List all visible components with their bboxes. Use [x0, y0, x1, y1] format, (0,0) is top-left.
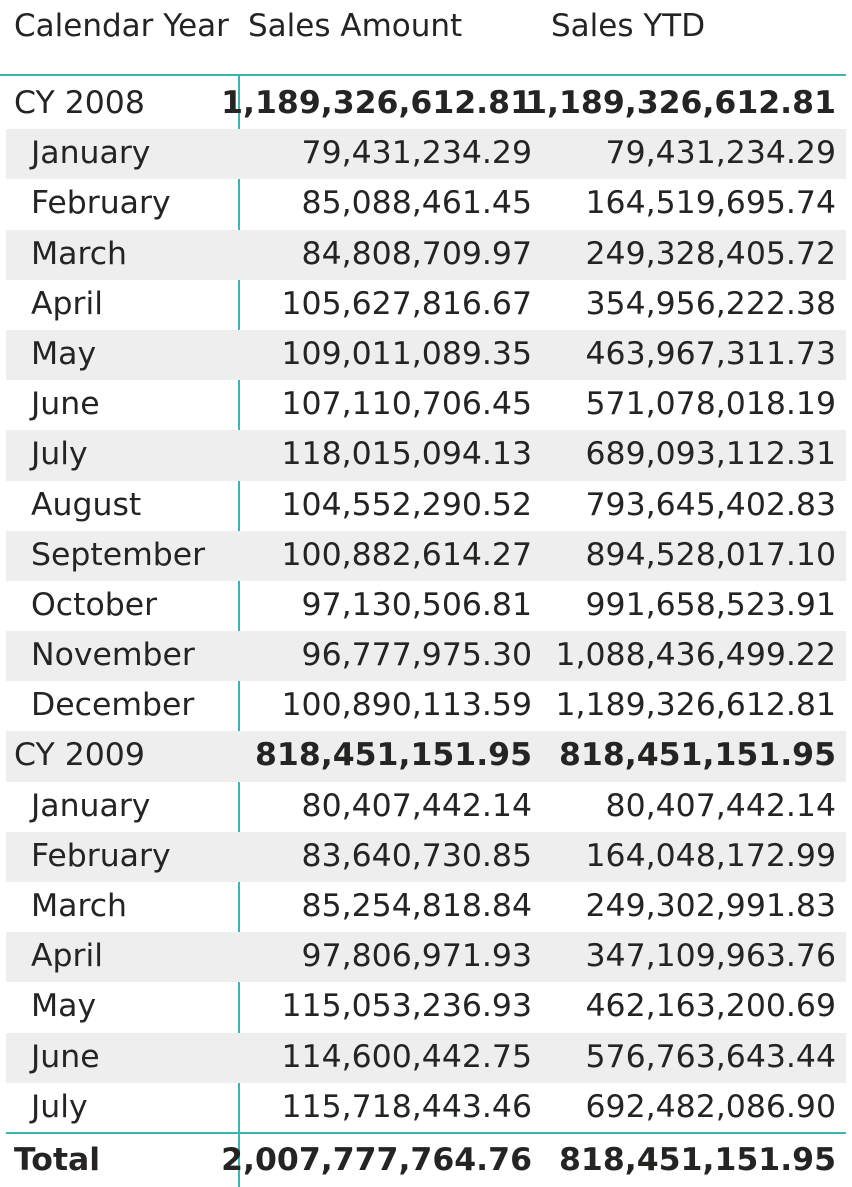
month-row[interactable]	[6, 782, 846, 832]
column-header-sales-ytd[interactable]: Sales YTD	[551, 8, 706, 44]
month-row[interactable]	[6, 882, 846, 932]
month-row[interactable]	[6, 982, 846, 1032]
total-separator	[6, 1132, 846, 1134]
total-row	[6, 1136, 846, 1186]
year-row[interactable]	[6, 79, 846, 129]
month-row[interactable]	[6, 531, 846, 581]
sales-ytd-cell: 894,528,017.10	[585, 536, 836, 573]
sales-ytd-cell: 249,328,405.72	[585, 235, 836, 272]
month-row[interactable]	[6, 481, 846, 531]
total-label: Total	[14, 1142, 101, 1178]
sales-amount-cell: 96,777,975.30	[301, 637, 532, 674]
sales-ytd-cell: 689,093,112.31	[585, 436, 836, 473]
month-label: April	[31, 285, 103, 322]
month-row[interactable]	[6, 1033, 846, 1083]
month-label: September	[31, 536, 206, 573]
sales-amount-cell: 83,640,730.85	[301, 837, 532, 874]
sales-ytd-cell: 462,163,200.69	[585, 988, 836, 1025]
month-label: April	[31, 938, 103, 975]
sales-ytd-cell: 463,967,311.73	[585, 335, 836, 372]
month-row[interactable]	[6, 230, 846, 280]
sales-ytd-cell: 354,956,222.38	[585, 285, 836, 322]
year-label: CY 2008	[14, 85, 145, 121]
month-row[interactable]	[6, 179, 846, 229]
month-label: May	[31, 335, 97, 372]
month-row[interactable]	[6, 932, 846, 982]
sales-amount-cell: 85,088,461.45	[301, 185, 532, 222]
year-row[interactable]	[6, 731, 846, 781]
sales-amount-cell: 114,600,442.75	[281, 1038, 532, 1075]
month-row[interactable]	[6, 330, 846, 380]
sales-amount-cell: 97,806,971.93	[301, 938, 532, 975]
sales-ytd-cell: 576,763,643.44	[585, 1038, 836, 1075]
month-label: July	[31, 1088, 88, 1125]
month-row[interactable]	[6, 380, 846, 430]
month-row[interactable]	[6, 280, 846, 330]
sales-ytd-cell: 79,431,234.29	[605, 135, 836, 172]
month-row[interactable]	[6, 631, 846, 681]
month-label: March	[31, 888, 128, 924]
sales-amount-cell: 84,808,709.97	[301, 235, 532, 272]
sales-ytd-cell: 1,088,436,499.22	[555, 637, 836, 674]
month-row[interactable]	[6, 430, 846, 480]
sales-amount-cell: 100,890,113.59	[281, 687, 532, 724]
sales-ytd-cell: 1,189,326,612.81	[525, 85, 836, 121]
sales-amount-cell: 109,011,089.35	[281, 335, 532, 372]
month-label: January	[31, 135, 151, 172]
sales-amount-cell: 115,053,236.93	[281, 988, 532, 1025]
total-sales-ytd: 818,451,151.95	[559, 1142, 836, 1178]
sales-amount-cell: 85,254,818.84	[301, 888, 532, 924]
month-label: May	[31, 988, 97, 1025]
month-row[interactable]	[6, 129, 846, 179]
sales-amount-cell: 104,552,290.52	[281, 486, 532, 523]
sales-amount-cell: 107,110,706.45	[281, 386, 532, 423]
sales-ytd-cell: 164,048,172.99	[585, 837, 836, 874]
month-label: February	[31, 837, 171, 874]
month-label: January	[31, 787, 151, 824]
sales-amount-cell: 118,015,094.13	[281, 436, 532, 473]
column-header-row	[0, 0, 846, 76]
matrix-body	[6, 79, 846, 1133]
month-label: October	[31, 586, 158, 623]
sales-ytd-cell: 164,519,695.74	[585, 185, 836, 222]
sales-ytd-cell: 571,078,018.19	[585, 386, 836, 423]
sales-ytd-cell: 818,451,151.95	[559, 737, 836, 774]
sales-amount-cell: 1,189,326,612.81	[221, 85, 532, 121]
sales-ytd-cell: 991,658,523.91	[585, 586, 836, 623]
sales-amount-cell: 80,407,442.14	[301, 787, 532, 824]
month-label: March	[31, 235, 128, 272]
year-label: CY 2009	[14, 737, 145, 774]
month-label: February	[31, 185, 171, 222]
sales-ytd-cell: 692,482,086.90	[585, 1088, 836, 1125]
sales-amount-cell: 100,882,614.27	[281, 536, 532, 573]
month-label: November	[31, 637, 195, 674]
month-label: June	[31, 386, 100, 423]
sales-amount-cell: 79,431,234.29	[301, 135, 532, 172]
sales-ytd-cell: 793,645,402.83	[585, 486, 836, 523]
sales-amount-cell: 818,451,151.95	[255, 737, 532, 774]
month-row[interactable]	[6, 581, 846, 631]
sales-ytd-cell: 249,302,991.83	[585, 888, 836, 924]
column-header-sales-amount[interactable]: Sales Amount	[248, 8, 463, 44]
sales-ytd-cell: 347,109,963.76	[585, 938, 836, 975]
month-label: June	[31, 1038, 100, 1075]
month-label: August	[31, 486, 142, 523]
sales-amount-cell: 105,627,816.67	[281, 285, 532, 322]
month-label: July	[31, 436, 88, 473]
sales-ytd-cell: 80,407,442.14	[605, 787, 836, 824]
sales-amount-cell: 97,130,506.81	[301, 586, 532, 623]
sales-amount-cell: 115,718,443.46	[281, 1088, 532, 1125]
month-row[interactable]	[6, 832, 846, 882]
sales-ytd-cell: 1,189,326,612.81	[555, 687, 836, 724]
month-row[interactable]	[6, 681, 846, 731]
month-label: December	[31, 687, 195, 724]
column-header-calendar-year[interactable]: Calendar Year	[14, 8, 229, 44]
total-sales-amount: 2,007,777,764.76	[221, 1142, 532, 1178]
month-row[interactable]	[6, 1083, 846, 1133]
